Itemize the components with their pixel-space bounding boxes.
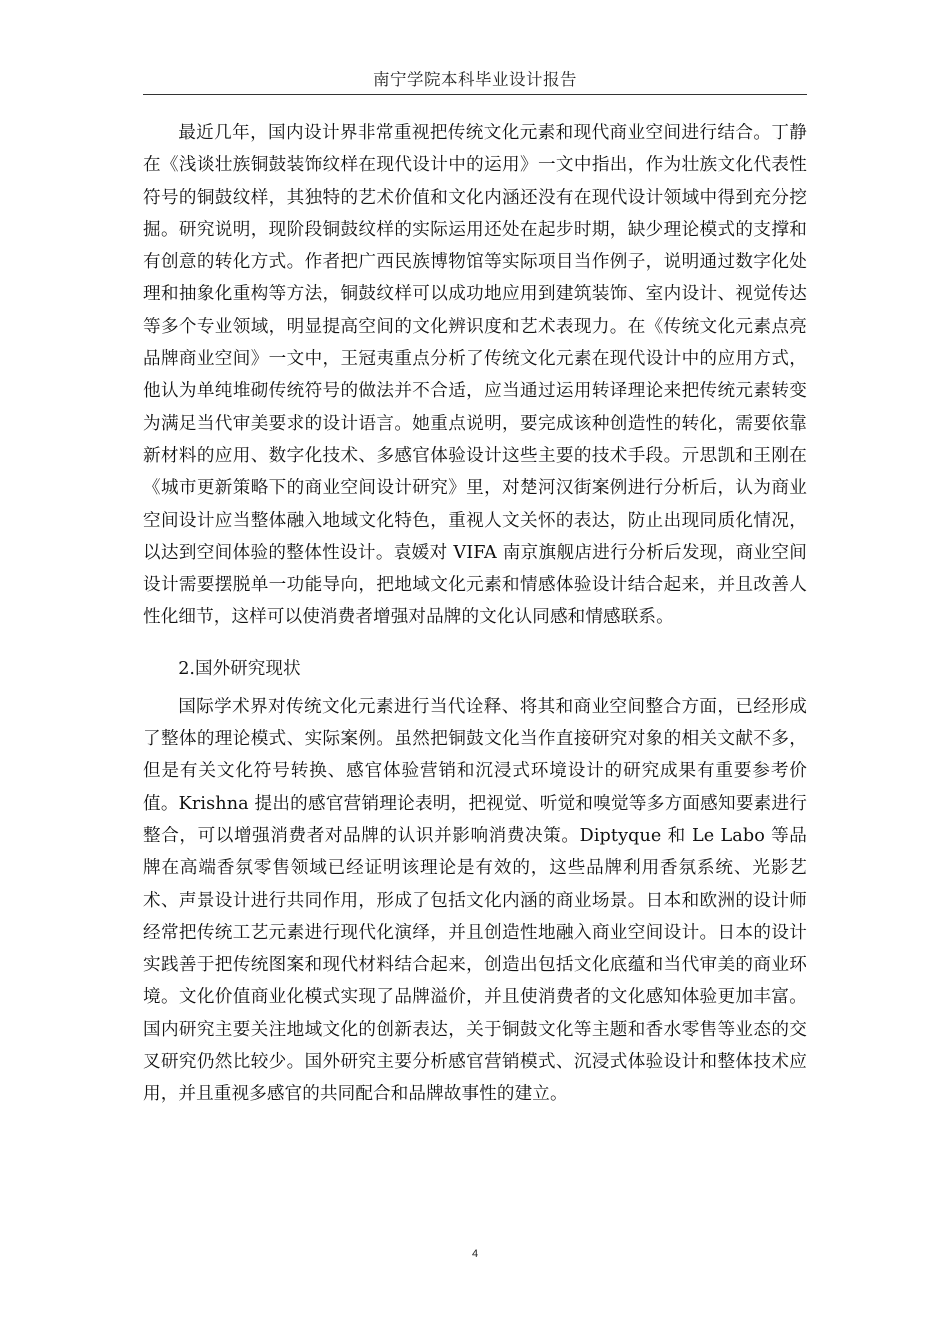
page-header-title: 南宁学院本科毕业设计报告 [373, 70, 577, 89]
body-content [143, 117, 807, 1111]
paragraph-foreign-research: 国际学术界对传统文化元素进行当代诠释、将其和商业空间整合方面，已经形成了整体的理论模式、实际案例。虽然把铜鼓文化当作直接研究对象的相关文献不多，但是有关文化符号转换、感官体验营销和沉浸式环境设计的研究成果有重要参考价值。Krishna 提出的感官营销理论表明，把视觉、听觉和嗅觉等多方面感知要素进行整合，可以增强消费者对品牌的认识并影响消费决策。Diptyque 和 Le Labo 等品牌在高端香氛零售领域已经证明该理论是有效的，这些品牌利用香氛系统、光影艺术、声景设计进行共同作用，形成了包括文化内涵的商业场景。日本和欧洲的设计师经常把传统工艺元素进行现代化演绎，并且创造性地融入商业空间设计。日本的设计实践善于把传统图案和现代材料结合起来，创造出包括文化底蕴和当代审美的商业环境。文化价值商业化模式实现了品牌溢价，并且使消费者的文化感知体验更加丰富。国内研究主要关注地域文化的创新表达，关于铜鼓文化等主题和香水零售等业态的交叉研究仍然比较少。国外研究主要分析感官营销模式、沉浸式体验设计和整体技术应用，并且重视多感官的共同配合和品牌故事性的建立。 [143, 696, 807, 1105]
paragraph-domestic-research: 最近几年，国内设计界非常重视把传统文化元素和现代商业空间进行结合。丁静在《浅谈壮族铜鼓装饰纹样在现代设计中的运用》一文中指出，作为壮族文化代表性符号的铜鼓纹样，其独特的艺术价值和文化内涵还没有在现代设计领域中得到充分挖掘。研究说明，现阶段铜鼓纹样的实际运用还处在起步时期，缺少理论模式的支撑和有创意的转化方式。作者把广西民族博物馆等实际项目当作例子，说明通过数字化处理和抽象化重构等方法，铜鼓纹样可以成功地应用到建筑装饰、室内设计、视觉传达等多个专业领域，明显提高空间的文化辨识度和艺术表现力。在《传统文化元素点亮品牌商业空间》一文中，王冠夷重点分析了传统文化元素在现代设计中的应用方式，他认为单纯堆砌传统符号的做法并不合适，应当通过运用转译理论来把传统元素转变为满足当代审美要求的设计语言。她重点说明，要完成该种创造性的转化，需要依靠新材料的应用、数字化技术、多感官体验设计这些主要的技术手段。亓思凯和王刚在《城市更新策略下的商业空间设计研究》里，对楚河汉街案例进行分析后，认为商业空间设计应当整体融入地域文化特色，重视人文关怀的表达，防止出现同质化情况，以达到空间体验的整体性设计。袁媛对 VIFA 南京旗舰店进行分析后发现，商业空间设计需要摆脱单一功能导向，把地域文化元素和情感体验设计结合起来，并且改善人性化细节，这样可以使消费者增强对品牌的文化认同感和情感联系。 [143, 123, 807, 628]
section-heading-foreign-research: 2.国外研究现状 [178, 658, 301, 679]
header-divider [143, 94, 807, 95]
page-number: 4 [471, 1248, 479, 1260]
